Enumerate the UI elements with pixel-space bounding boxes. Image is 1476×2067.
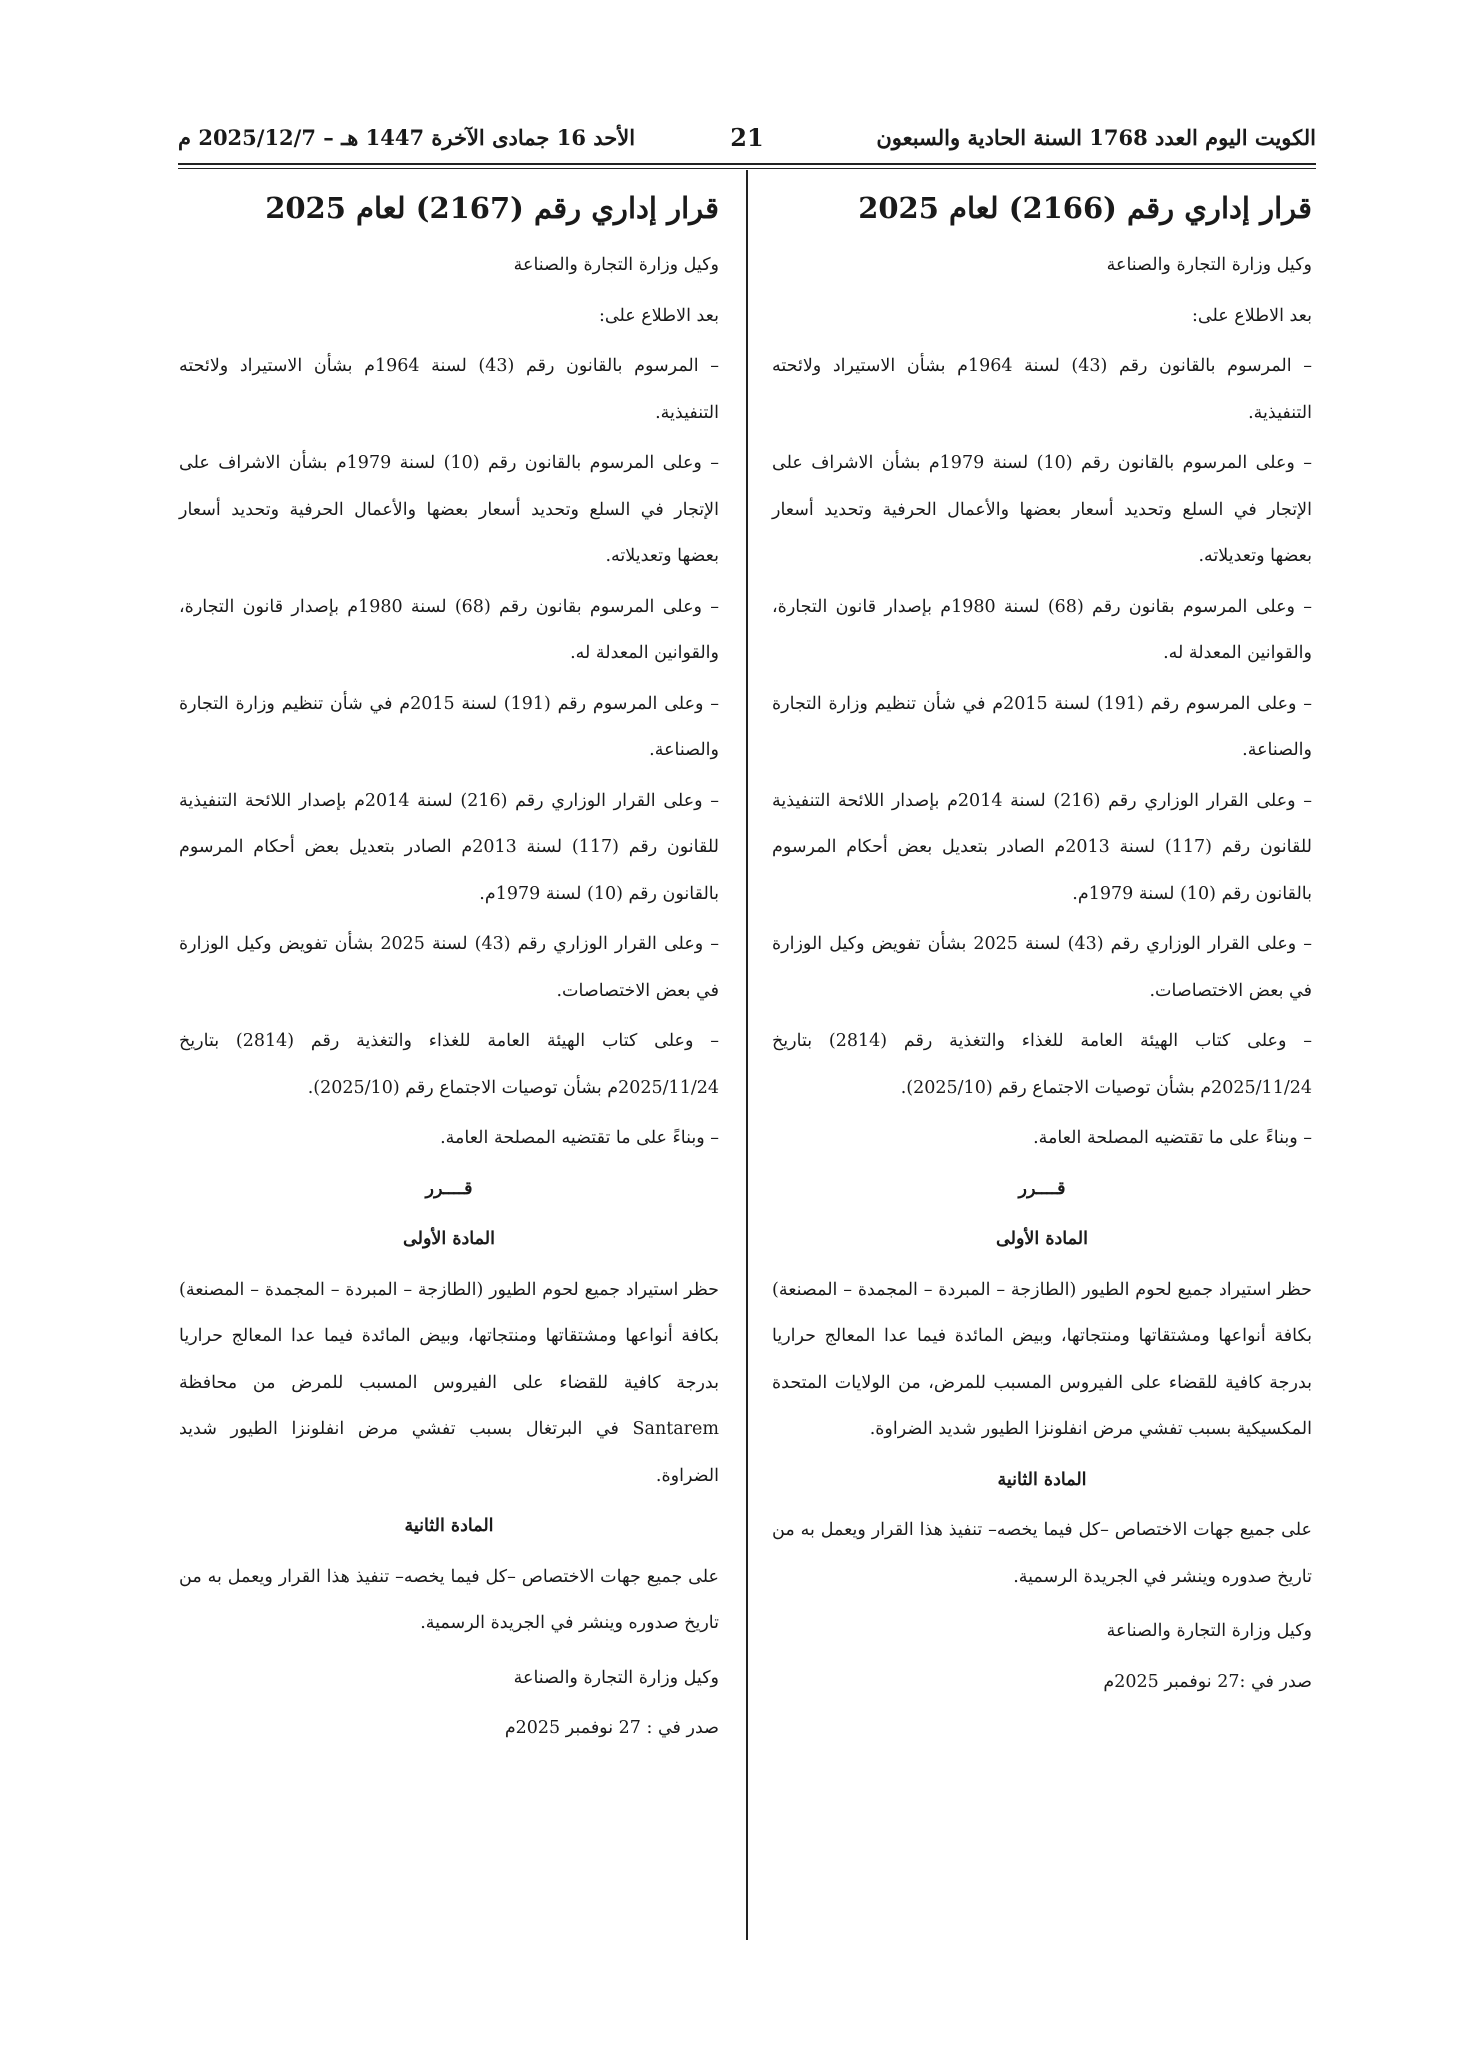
decision-issuer: وكيل وزارة التجارة والصناعة — [1106, 255, 1312, 275]
preamble-item: – وعلى المرسوم بقانون رقم (68) لسنة 1980م بإصدار قانون التجارة، والقوانين المعدلة له. — [179, 596, 720, 663]
preamble-item: – وعلى المرسوم بقانون رقم (68) لسنة 1980م بإصدار قانون التجارة، والقوانين المعدلة له. — [772, 596, 1313, 663]
article-1-title: المادة الأولى — [403, 1229, 495, 1249]
page-number: 21 — [730, 123, 764, 152]
preamble-item: – وعلى المرسوم رقم (191) لسنة 2015م في شأن تنظيم وزارة التجارة والصناعة. — [772, 693, 1312, 760]
preamble-item: – وعلى كتاب الهيئة العامة للغذاء والتغذية رقم (2814) بتاريخ 2025/11/24م بشأن توصيات الاجتماع رقم (2025/10). — [772, 1031, 1312, 1098]
page-header — [178, 118, 1316, 158]
article-1-text: حظر استيراد جميع لحوم الطيور (الطازجة – المبردة – المجمدة – المصنعة) بكافة أنواعها ومشتقاتها ومنتجاتها، وبيض المائدة فيما عدا المعالج حراريا بدرجة كافية للقضاء على الفيروس المسبب للمرض، من الولايات المتحدة المكسيكية بسبب تفشي مرض انفلونزا الطيور شديد الضراوة. — [772, 1279, 1312, 1439]
preamble-item: – وعلى القرار الوزاري رقم (216) لسنة 2014م بإصدار اللائحة التنفيذية للقانون رقم (117) لسنة 2013م الصادر بتعديل بعض أحكام المرسوم بالقانون رقم (10) لسنة 1979م. — [179, 790, 720, 904]
signature: وكيل وزارة التجارة والصناعة — [513, 1667, 719, 1688]
issue-date: الأحد 16 جمادى الآخرة 1447 هـ – 2025/12/7 م — [178, 125, 636, 150]
issue-date-line: صدر في :27 نوفمبر 2025م — [1103, 1671, 1312, 1692]
header-rule-thin — [178, 168, 1316, 169]
preamble-item: – وعلى القرار الوزاري رقم (43) لسنة 2025 بشأن تفويض وكيل الوزارة في بعض الاختصاصات. — [179, 934, 720, 1001]
decision-title: قرار إداري رقم (2166) لعام 2025 — [858, 191, 1312, 225]
article-1-title: المادة الأولى — [996, 1229, 1088, 1249]
article-2-title: المادة الثانية — [997, 1469, 1087, 1490]
preamble-item: – وعلى المرسوم بالقانون رقم (10) لسنة 1979م بشأن الاشراف على الإتجار في السلع وتحديد أسعار بعضها والأعمال الحرفية وتحديد أسعار بعضها وتعديلاته. — [772, 453, 1312, 566]
decision-issuer: وكيل وزارة التجارة والصناعة — [513, 255, 719, 275]
article-2-text: على جميع جهات الاختصاص –كل فيما يخصه– تنفيذ هذا القرار ويعمل به من تاريخ صدوره وينشر في الجريدة الرسمية. — [772, 1520, 1312, 1587]
preamble-item: – وعلى المرسوم بالقانون رقم (10) لسنة 1979م بشأن الاشراف على الإتجار في السلع وتحديد أسعار بعضها والأعمال الحرفية وتحديد أسعار بعضها وتعديلاته. — [179, 453, 719, 566]
preamble-item: – وبناءً على ما تقتضيه المصلحة العامة. — [440, 1128, 719, 1148]
signature: وكيل وزارة التجارة والصناعة — [1106, 1621, 1312, 1641]
decided-heading: قــــرر — [1018, 1178, 1066, 1199]
preamble-item: – المرسوم بالقانون رقم (43) لسنة 1964م بشأن الاستيراد ولائحته التنفيذية. — [772, 356, 1312, 423]
after-review: بعد الاطلاع على: — [599, 305, 719, 326]
column-divider — [746, 170, 748, 1940]
decision-2166 — [772, 180, 1312, 1705]
preamble-item: – وبناءً على ما تقتضيه المصلحة العامة. — [1033, 1128, 1312, 1148]
header-rule-thick — [178, 163, 1316, 165]
decision-2167 — [179, 180, 719, 1752]
preamble-item: – المرسوم بالقانون رقم (43) لسنة 1964م بشأن الاستيراد ولائحته التنفيذية. — [179, 356, 719, 423]
article-1-text: حظر استيراد جميع لحوم الطيور (الطازجة – المبردة – المجمدة – المصنعة) بكافة أنواعها ومشتقاتها ومنتجاتها، وبيض المائدة فيما عدا المعالج حراريا بدرجة كافية للقضاء على الفيروس المسبب للمرض من محافظة Santarem في البرتغال بسبب تفشي مرض انفلونزا الطيور شديد الضراوة. — [179, 1279, 719, 1486]
preamble-item: – وعلى المرسوم رقم (191) لسنة 2015م في شأن تنظيم وزارة التجارة والصناعة. — [179, 693, 719, 760]
issue-info: الكويت اليوم العدد 1768 السنة الحادية والسبعون — [876, 125, 1316, 150]
after-review: بعد الاطلاع على: — [1192, 305, 1312, 326]
preamble-item: – وعلى القرار الوزاري رقم (43) لسنة 2025 بشأن تفويض وكيل الوزارة في بعض الاختصاصات. — [772, 934, 1313, 1001]
decision-title: قرار إداري رقم (2167) لعام 2025 — [265, 191, 719, 225]
article-2-text: على جميع جهات الاختصاص –كل فيما يخصه– تنفيذ هذا القرار ويعمل به من تاريخ صدوره وينشر في الجريدة الرسمية. — [179, 1566, 719, 1633]
article-2-title: المادة الثانية — [404, 1516, 494, 1536]
decided-heading: قــــرر — [425, 1178, 473, 1199]
issue-date-line: صدر في : 27 نوفمبر 2025م — [504, 1718, 719, 1738]
preamble-item: – وعلى كتاب الهيئة العامة للغذاء والتغذية رقم (2814) بتاريخ 2025/11/24م بشأن توصيات الاجتماع رقم (2025/10). — [179, 1031, 719, 1098]
preamble-item: – وعلى القرار الوزاري رقم (216) لسنة 2014م بإصدار اللائحة التنفيذية للقانون رقم (117) لسنة 2013م الصادر بتعديل بعض أحكام المرسوم بالقانون رقم (10) لسنة 1979م. — [772, 790, 1313, 904]
